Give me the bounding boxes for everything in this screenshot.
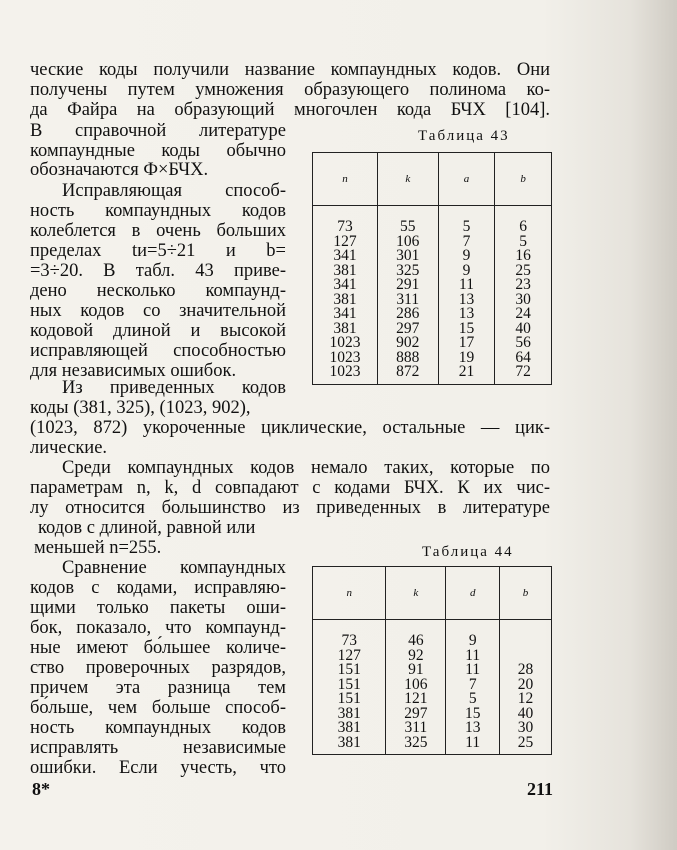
text-line: ство проверочных разрядов, <box>30 658 286 678</box>
table-cell: 72 <box>495 365 552 384</box>
table-cell: 16 <box>495 249 552 264</box>
table-cell: 55 <box>377 206 438 235</box>
table-row <box>313 365 552 384</box>
table-cell: 311 <box>386 721 446 736</box>
text-line: компаундные коды обычно <box>30 141 286 161</box>
table-cell: 381 <box>313 736 386 755</box>
page-number: 211 <box>527 779 554 799</box>
table-cell: 1023 <box>313 336 378 351</box>
text-line: меньшей n=255. <box>34 538 162 558</box>
table-cell: 5 <box>495 235 552 250</box>
text-line: исправляющей способностью <box>30 341 286 361</box>
text-line: лические. <box>30 438 108 458</box>
table-cell: 20 <box>500 678 552 693</box>
table-cell: 5 <box>446 692 500 707</box>
text-line: пределах tи=5÷21 и b= <box>30 241 286 261</box>
table-cell: 9 <box>438 249 495 264</box>
table-cell: 7 <box>438 235 495 250</box>
table-cell: 40 <box>500 707 552 722</box>
table-cell: 297 <box>377 322 438 337</box>
table-cell: 297 <box>386 707 446 722</box>
table-cell: 25 <box>500 736 552 755</box>
table-cell: 11 <box>446 663 500 678</box>
table-cell: 30 <box>495 293 552 308</box>
text-line: Сравнение компаундных <box>62 558 286 578</box>
table-cell: 40 <box>495 322 552 337</box>
table-row <box>313 736 552 755</box>
text-line: Исправляющая способ- <box>62 181 286 201</box>
table-cell: 15 <box>446 707 500 722</box>
text-line: параметрам n, k, d совпадают с кодами БЧХ. К их чис- <box>30 478 550 498</box>
text-line: (1023, 872) укороченные циклические, остальные — цик- <box>30 418 550 438</box>
text-line: ность компаундных кодов <box>30 718 286 738</box>
table-header: b <box>500 567 552 620</box>
text-line: ошибки. Если учесть, что <box>30 758 286 778</box>
table-cell: 311 <box>377 293 438 308</box>
table-cell: 23 <box>495 278 552 293</box>
table-cell: 15 <box>438 322 495 337</box>
table-cell: 341 <box>313 278 378 293</box>
text-line: исправлять независимые <box>30 738 286 758</box>
table-cell: 151 <box>313 692 386 707</box>
text-line: получены путем умножения образующего полинома ко- <box>30 80 550 100</box>
table-header: n <box>313 153 378 206</box>
table-cell: 291 <box>377 278 438 293</box>
table-cell: 92 <box>386 649 446 664</box>
table-cell: 13 <box>438 307 495 322</box>
text-line: бок, показало, что компаунд- <box>30 618 286 638</box>
table-cell: 91 <box>386 663 446 678</box>
text-line: ных кодов со значительной <box>30 301 286 321</box>
table-header: a <box>438 153 495 206</box>
table-cell: 1023 <box>313 351 378 366</box>
table-cell: 25 <box>495 264 552 279</box>
table-cell: 106 <box>377 235 438 250</box>
table-cell: 381 <box>313 293 378 308</box>
table-43 <box>312 152 552 385</box>
table-cell: 64 <box>495 351 552 366</box>
text-line: кодов с длиной, равной или <box>38 518 256 538</box>
table-cell: 56 <box>495 336 552 351</box>
table-cell: 381 <box>313 707 386 722</box>
text-line: лу относится большинство из приведенных в литературе <box>30 498 550 518</box>
table-row <box>313 206 552 235</box>
text-line: кодовой длиной и высокой <box>30 321 286 341</box>
table-cell: 872 <box>377 365 438 384</box>
table-cell: 127 <box>313 235 378 250</box>
table-cell: 21 <box>438 365 495 384</box>
text-line: =3÷20. В табл. 43 приве- <box>30 261 286 281</box>
table-cell: 325 <box>386 736 446 755</box>
text-line: коды (381, 325), (1023, 902), <box>30 398 251 418</box>
table-cell: 30 <box>500 721 552 736</box>
table-cell: 11 <box>446 649 500 664</box>
table-cell: 73 <box>313 206 378 235</box>
text-line: да Файра на образующий многочлен кода БЧХ [104]. <box>30 100 550 120</box>
table-cell: 73 <box>313 620 386 649</box>
table-cell: 12 <box>500 692 552 707</box>
table-cell: 341 <box>313 307 378 322</box>
table-cell <box>500 620 552 649</box>
text-line: ность компаундных кодов <box>30 201 286 221</box>
table-44 <box>312 566 552 755</box>
table-cell: 11 <box>446 736 500 755</box>
text-line: обозначаются Ф×БЧХ. <box>30 160 209 180</box>
table-cell: 17 <box>438 336 495 351</box>
table-cell: 127 <box>313 649 386 664</box>
table-header: k <box>377 153 438 206</box>
table-cell: 9 <box>438 264 495 279</box>
table-43-caption: Таблица 43 <box>418 128 510 144</box>
table-cell: 151 <box>313 663 386 678</box>
text-line: щими только пакеты оши- <box>30 598 286 618</box>
table-cell: 151 <box>313 678 386 693</box>
table-cell: 9 <box>446 620 500 649</box>
table-cell: 106 <box>386 678 446 693</box>
table-header: b <box>495 153 552 206</box>
signature-mark: 8* <box>32 779 50 799</box>
table-cell: 13 <box>438 293 495 308</box>
text-line: бо́льше, чем больше способ- <box>30 698 286 718</box>
table-cell: 7 <box>446 678 500 693</box>
table-cell: 381 <box>313 322 378 337</box>
table-cell: 5 <box>438 206 495 235</box>
table-cell: 325 <box>377 264 438 279</box>
table-cell: 46 <box>386 620 446 649</box>
table-header: d <box>446 567 500 620</box>
table-cell: 24 <box>495 307 552 322</box>
table-cell: 341 <box>313 249 378 264</box>
table-cell: 28 <box>500 663 552 678</box>
text-line: Из приведенных кодов <box>62 378 286 398</box>
table-row <box>313 620 552 649</box>
table-cell: 1023 <box>313 365 378 384</box>
text-line: для независимых ошибок. <box>30 361 237 381</box>
table-cell: 888 <box>377 351 438 366</box>
table-cell: 381 <box>313 264 378 279</box>
text-line: Среди компаундных кодов немало таких, которые по <box>62 458 550 478</box>
text-line: В справочной литературе <box>30 121 286 141</box>
table-cell: 13 <box>446 721 500 736</box>
table-cell: 286 <box>377 307 438 322</box>
table-header: n <box>313 567 386 620</box>
text-line: причем эта разница тем <box>30 678 286 698</box>
table-cell: 902 <box>377 336 438 351</box>
text-line: дено несколько компаунд- <box>30 281 286 301</box>
text-line: кодов с кодами, исправляю- <box>30 578 286 598</box>
table-44-caption: Таблица 44 <box>422 544 514 560</box>
text-line: ные имеют бо́льшее количе- <box>30 638 286 658</box>
table-cell: 6 <box>495 206 552 235</box>
text-line: ческие коды получили название компаундных кодов. Они <box>30 60 550 80</box>
table-cell: 19 <box>438 351 495 366</box>
table-cell: 121 <box>386 692 446 707</box>
table-cell: 11 <box>438 278 495 293</box>
table-cell: 301 <box>377 249 438 264</box>
table-header: k <box>386 567 446 620</box>
text-line: колеблется в очень больших <box>30 221 286 241</box>
table-cell: 381 <box>313 721 386 736</box>
